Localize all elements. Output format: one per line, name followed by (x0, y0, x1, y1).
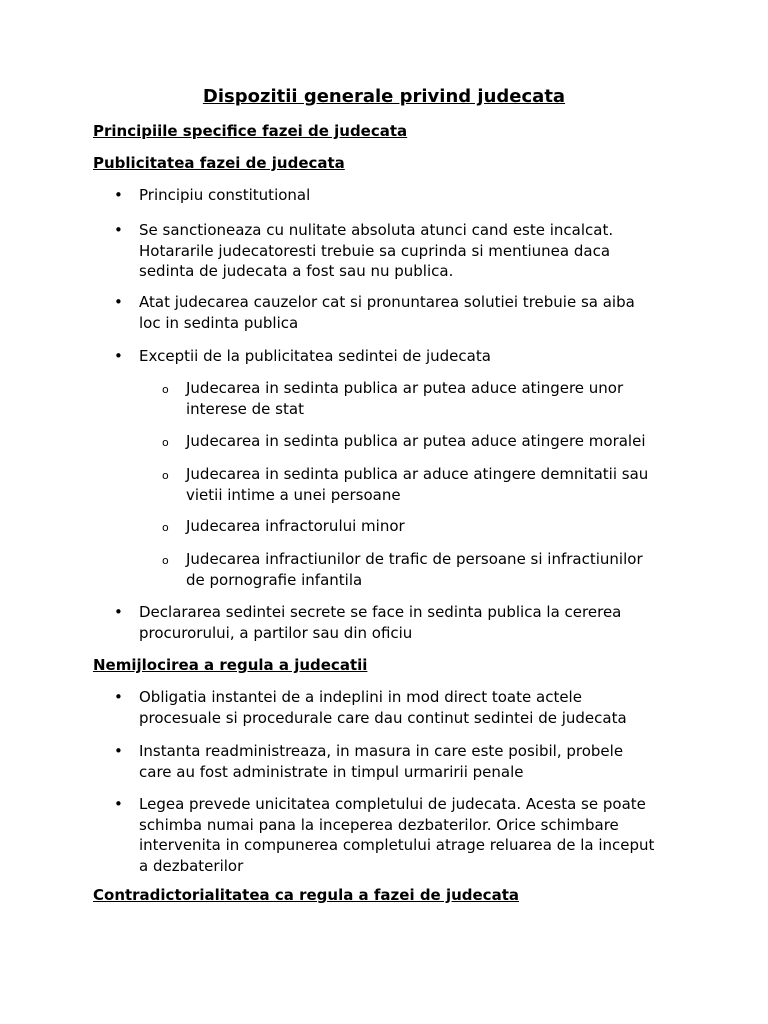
sub-list-item: Judecarea in sedinta publica ar putea aduce atingere unor interese de stat (186, 379, 624, 418)
list-item: Legea prevede unicitatea completului de judecata. Acesta se poate schimba numai pana la inceperea dezbaterilor. Orice schimbare intervenita in compunerea completului atrage reluarea de la inceput a dezbaterilor (139, 795, 655, 875)
sub-bullet-icon: o (162, 469, 169, 482)
list-item: Exceptii de la publicitatea sedintei de judecata (139, 347, 491, 365)
section-heading: Nemijlocirea a regula a judecatii (93, 656, 368, 674)
list-item: Obligatia instantei de a indeplini in mod direct toate actele procesuale si procedurale care dau continut sedintei de judecata (139, 688, 627, 727)
list-item: Principiu constitutional (139, 186, 311, 204)
list-item: Se sanctioneaza cu nulitate absoluta atunci cand este incalcat. Hotararile judecatoresti trebuie sa cuprinda si mentiunea daca sedinta de judecata a fost sau nu publica. (139, 221, 614, 280)
bullet-icon: • (114, 221, 123, 239)
sub-bullet-icon: o (162, 554, 169, 567)
list-item: Declararea sedintei secrete se face in sedinta publica la cererea procurorului, a partilor sau din oficiu (139, 603, 622, 642)
sub-bullet-icon: o (162, 436, 169, 449)
sub-list-item: Judecarea infractorului minor (186, 517, 405, 535)
list-item: Instanta readministreaza, in masura in care este posibil, probele care au fost administrate in timpul urmaririi penale (139, 742, 624, 781)
bullet-icon: • (114, 795, 123, 813)
list-item: Atat judecarea cauzelor cat si pronuntarea solutiei trebuie sa aiba loc in sedinta publica (139, 293, 635, 332)
bullet-icon: • (114, 688, 123, 706)
section-heading: Contradictorialitatea ca regula a fazei de judecata (93, 886, 519, 904)
document-title: Dispozitii generale privind judecata (202, 86, 566, 107)
sub-list-item: Judecarea infractiunilor de trafic de persoane si infractiunilor de pornografie infantila (186, 550, 643, 589)
bullet-icon: • (114, 186, 123, 204)
bullet-icon: • (114, 603, 123, 621)
bullet-icon: • (114, 293, 123, 311)
section-heading: Principiile specifice fazei de judecata (93, 122, 408, 140)
sub-list-item: Judecarea in sedinta publica ar aduce atingere demnitatii sau vietii intime a unei persoane (186, 465, 649, 504)
bullet-icon: • (114, 347, 123, 365)
section-heading: Publicitatea fazei de judecata (93, 154, 345, 172)
sub-bullet-icon: o (162, 383, 169, 396)
sub-bullet-icon: o (162, 521, 169, 534)
bullet-icon: • (114, 742, 123, 760)
sub-list-item: Judecarea in sedinta publica ar putea aduce atingere moralei (186, 432, 646, 450)
